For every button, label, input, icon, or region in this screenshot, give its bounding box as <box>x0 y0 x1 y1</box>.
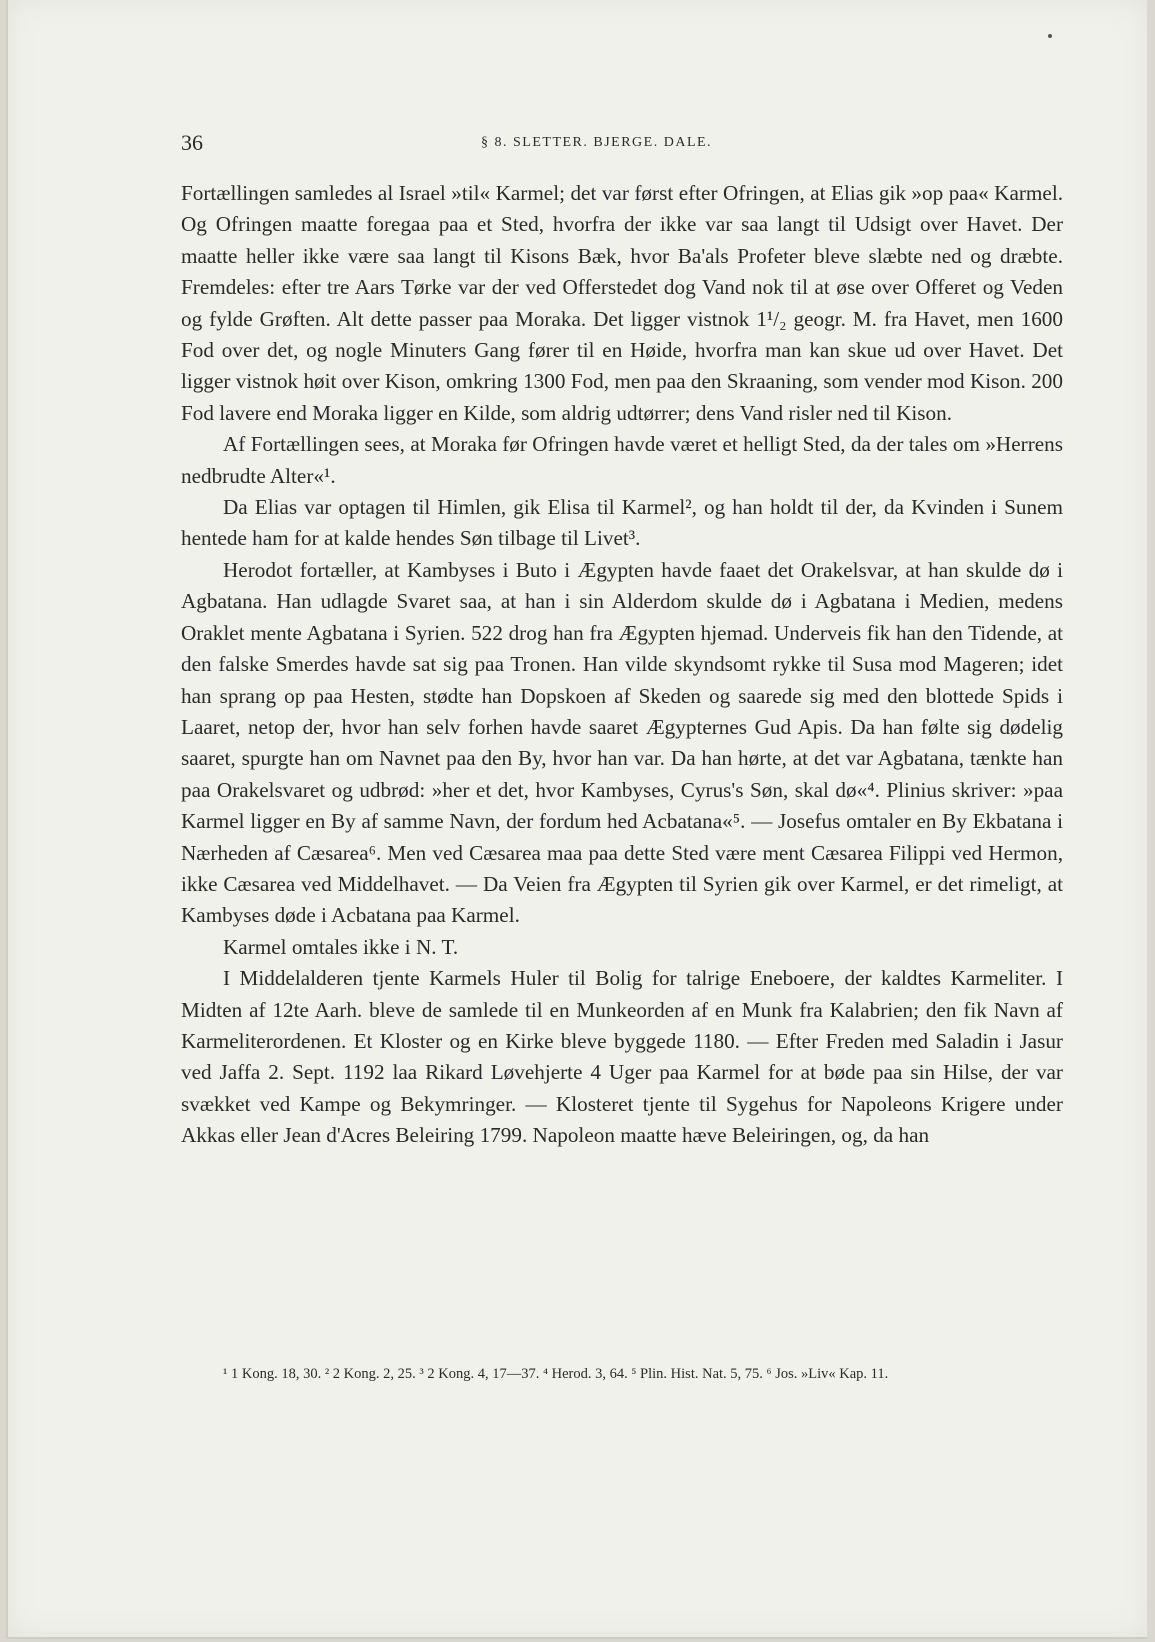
running-head: § 8. SLETTER. BJERGE. DALE. <box>481 135 713 150</box>
page-number: 36 <box>181 130 203 155</box>
paragraph: Af Fortællingen sees, at Moraka før Ofringen havde været et helligt Sted, da der tales om »Herrens nedbrudte Alter«¹. <box>181 432 1063 488</box>
paragraph: I Middelalderen tjente Karmels Huler til Bolig for talrige Eneboere, der kaldtes Karmeliter. I Midten af 12te Aarh. bleve de samlede til en Munkeorden af en Munk fra Kalabrien; den fik Navn af Karmeliterordenen. Et Kloster og en Kirke bleve byggede 1180. — Efter Freden med Saladin i Jasur ved Jaffa 2. Sept. 1192 laa Rikard Løvehjerte 4 Uger paa Karmel for at bøde paa sin Hilse, der var svækket ved Kampe og Bekymringer. — Klosteret tjente til Sygehus for Napoleons Krigere under Akkas eller Jean d'Acres Beleiring 1799. Napoleon maatte hæve Beleiringen, og, da han <box>181 966 1063 1148</box>
paragraph: Herodot fortæller, at Kambyses i Buto i Ægypten havde faaet det Orakelsvar, at han skulde dø i Agbatana. Han udlagde Svaret saa, at han i sin Alderdom skulde dø i Agbatana i Medien, medens Oraklet mente Agbatana i Syrien. 522 drog han fra Ægypten hjemad. Underveis fik han den Tidende, at den falske Smerdes havde sat sig paa Tronen. Han vilde skyndsomt rykke til Susa mod Mageren; idet han sprang op paa Hesten, stødte han Dopskoen af Skeden og saarede sig med den blottede Spids i Laaret, netop der, hvor han selv forhen havde saaret Ægypternes Gud Apis. Da han følte sig dødelig saaret, spurgte han om Navnet paa den By, hvor han var. Da han hørte, at det var Agbatana, tænkte han paa Orakelsvaret og udbrød: »her et det, hvor Kambyses, Cyrus's Søn, skal dø«⁴. Plinius skriver: »paa Karmel ligger en By af samme Navn, der fordum hed Acbatana«⁵. — Josefus omtaler en By Ekbatana i Nærheden af Cæsarea⁶. Men ved Cæsarea maa paa dette Sted være ment Cæsarea Filippi ved Hermon, ikke Cæsarea ved Middelhavet. — Da Veien fra Ægypten til Syrien gik over Karmel, er det rimeligt, at Kambyses døde i Acbatana paa Karmel. <box>181 557 1063 928</box>
footnotes <box>181 1362 1063 1387</box>
paragraph: Fortællingen samledes al Israel »til« Karmel; det var først efter Ofringen, at Elias gik »op paa« Karmel. Og Ofringen maatte foregaa paa et Sted, hvorfra der ikke var saa langt til Udsigt over Havet. Der maatte heller ikke være saa langt til Kisons Bæk, hvor Ba'als Profeter bleve slæbte ned og dræbte. Fremdeles: efter tre Aars Tørke var der ved Offerstedet dog Vand nok til at øse over Offeret og Veden og fylde Grøften. Alt dette passer paa Moraka. Det ligger vistnok 1¹/₂ geogr. M. fra Havet, men 1600 Fod over det, og nogle Minuters Gang fører til en Høide, hvorfra man kan skue ud over Havet. Det ligger vistnok høit over Kison, omkring 1300 Fod, men paa den Skraaning, som vender mod Kison. 200 Fod lavere end Moraka ligger en Kilde, som aldrig udtørrer; dens Vand risler ned til Kison. <box>181 181 1063 425</box>
page-header <box>181 130 1081 160</box>
footnote-text: ¹ 1 Kong. 18, 30. ² 2 Kong. 2, 25. ³ 2 Kong. 4, 17—37. ⁴ Herod. 3, 64. ⁵ Plin. Hist. Nat. 5, 75. ⁶ Jos. »Liv« Kap. 11. <box>223 1366 889 1382</box>
body-text <box>181 178 1063 1152</box>
paragraph: Karmel omtales ikke i N. T. <box>223 934 459 959</box>
paragraph: Da Elias var optagen til Himlen, gik Elisa til Karmel², og han holdt til der, da Kvinden i Sunem hentede ham for at kalde hendes Søn tilbage til Livet³. <box>181 495 1063 551</box>
ink-speck <box>1048 34 1052 38</box>
